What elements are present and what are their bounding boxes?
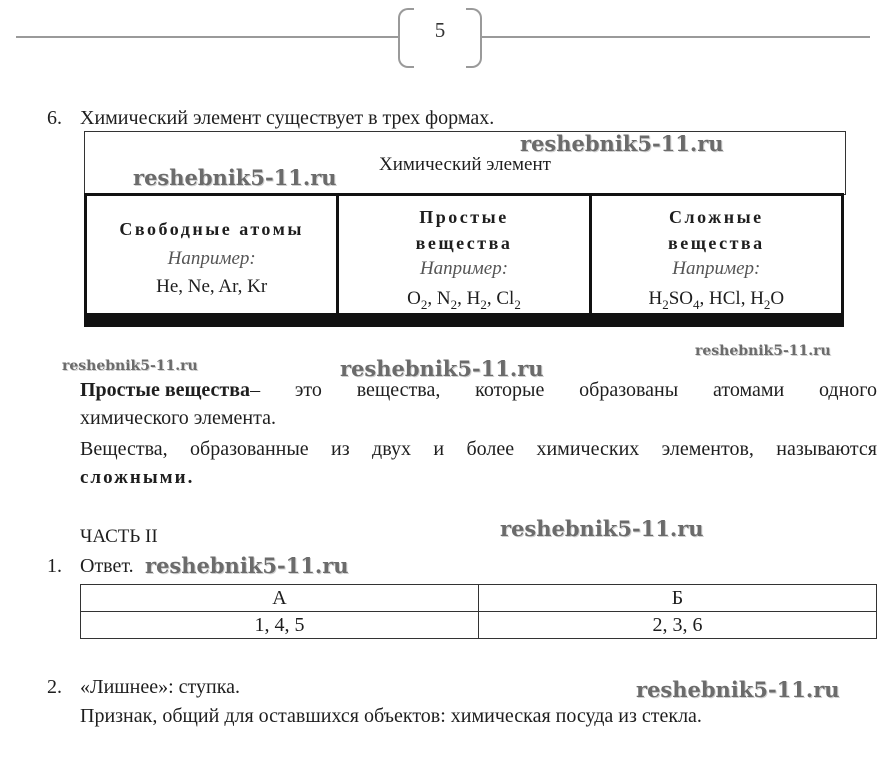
header-rule-right xyxy=(482,36,870,38)
watermark: reshebnik5-11.ru xyxy=(145,553,349,578)
table-row xyxy=(81,612,877,639)
table-header-b: Б xyxy=(479,585,877,612)
q2-line2: Признак, общий для оставшихся объектов: химическая посуда из стекла. xyxy=(80,705,702,727)
form-heading-line2: вещества xyxy=(667,233,765,253)
q2-number: 2. xyxy=(47,676,62,698)
watermark: reshebnik5-11.ru xyxy=(500,516,704,541)
scheme-title: Химический элемент xyxy=(379,154,551,175)
q1-label: Ответ. xyxy=(80,555,134,577)
form-simple-substances xyxy=(336,196,588,313)
q6-number: 6. xyxy=(47,107,62,129)
term-simple: Простые вещества xyxy=(80,379,251,401)
part2-heading: ЧАСТЬ II xyxy=(80,526,158,547)
form-heading xyxy=(339,204,588,256)
definition-simple-line2: химического элемента. xyxy=(80,407,276,429)
form-heading xyxy=(592,204,841,256)
form-heading: Свободные атомы xyxy=(119,219,304,239)
term-complex: сложными. xyxy=(80,467,195,488)
form-complex-substances xyxy=(589,196,841,313)
watermark: reshebnik5-11.ru xyxy=(133,165,337,190)
scheme-forms-box xyxy=(84,193,844,327)
form-heading-line1: Сложные xyxy=(669,207,764,227)
form-free-atoms xyxy=(87,196,336,313)
form-heading-line1: Простые xyxy=(419,207,509,227)
table-cell-b: 2, 3, 6 xyxy=(479,612,877,639)
example-value: He, Ne, Ar, Kr xyxy=(156,276,268,297)
table-header-a: А xyxy=(81,585,479,612)
answer-table xyxy=(80,584,877,639)
form-heading-line2: вещества xyxy=(415,233,513,253)
table-row xyxy=(81,585,877,612)
table-cell-a: 1, 4, 5 xyxy=(81,612,479,639)
q2-line1: «Лишнее»: ступка. xyxy=(80,676,241,698)
watermark: reshebnik5-11.ru xyxy=(636,677,840,702)
definition-complex-line1: Вещества, образованные из двух и более химических элементов, называются xyxy=(80,438,877,460)
example-value: $H_2SO_4$, HCl, $H_2O$ xyxy=(648,288,785,312)
example-value: $O_2$, $N_2$, $H_2$, $Cl_2$ xyxy=(407,288,521,312)
watermark: reshebnik5-11.ru xyxy=(62,358,198,374)
page-bracket-right xyxy=(466,8,482,68)
q6-text: Химический элемент существует в трех формах. xyxy=(80,107,495,129)
watermark: reshebnik5-11.ru xyxy=(520,131,724,156)
watermark: reshebnik5-11.ru xyxy=(340,356,544,381)
example-label: Например: xyxy=(167,248,256,269)
example-label: Например: xyxy=(672,258,761,279)
q1-number: 1. xyxy=(47,555,62,577)
header-rule-left xyxy=(16,36,400,38)
watermark: reshebnik5-11.ru xyxy=(695,343,831,359)
definition-simple-rest: – это вещества, которые образованы атомами одного xyxy=(250,379,877,401)
page-bracket-left xyxy=(398,8,414,68)
example-label: Например: xyxy=(419,258,509,279)
page-number: 5 xyxy=(434,18,446,42)
